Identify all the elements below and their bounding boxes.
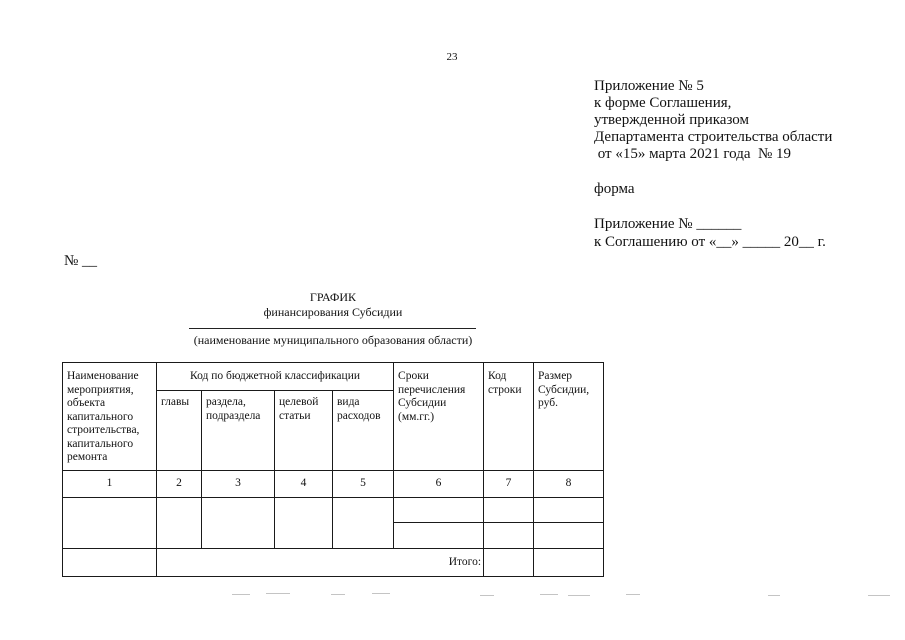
appendix-department-line: Департамента строительства области — [594, 129, 833, 145]
scan-noise-mark — [626, 594, 640, 595]
scan-noise-mark — [331, 594, 345, 595]
column-number: 5 — [333, 471, 394, 498]
cell-transfer-term — [394, 523, 484, 549]
column-number-row — [63, 471, 604, 498]
page-number: 23 — [446, 51, 458, 63]
municipality-name-underline — [189, 328, 476, 329]
header-transfer-terms: Сроки перечисления Субсидии (мм.гг.) — [394, 363, 484, 471]
document-number: № __ — [64, 253, 98, 269]
scan-noise-mark — [868, 595, 890, 596]
cell-total-amount — [534, 549, 604, 577]
scan-noise-mark — [232, 594, 250, 595]
cell-code-chief — [157, 498, 202, 549]
agreement-appendix-block — [594, 215, 826, 251]
header-row-code: Код строки — [484, 363, 534, 471]
agreement-date-line: к Соглашению от «__» _____ 20__ г. — [594, 234, 826, 250]
scan-noise-mark — [480, 595, 494, 596]
cell-code-section — [202, 498, 275, 549]
column-number: 4 — [275, 471, 333, 498]
appendix-header — [594, 78, 832, 163]
cell-code-target — [275, 498, 333, 549]
table-header-row — [63, 363, 604, 391]
municipality-caption: (наименование муниципального образования области) — [193, 333, 473, 347]
appendix-approved-line: утвержденной приказом — [594, 112, 750, 128]
form-label: форма — [594, 181, 635, 197]
appendix-form-reference-line: к форме Соглашения, — [594, 95, 732, 111]
header-subsidy-amount: Размер Субсидии, руб. — [534, 363, 604, 471]
column-number: 1 — [63, 471, 157, 498]
appendix-title-line: Приложение № 5 — [594, 78, 704, 94]
scan-noise-mark — [266, 593, 290, 594]
cell-subsidy-amount — [534, 523, 604, 549]
document-subtitle: финансирования Субсидии — [263, 305, 403, 319]
agreement-appendix-number: Приложение № ______ — [594, 216, 742, 232]
scan-noise-mark — [372, 593, 390, 594]
header-code-section: раздела, подраздела — [202, 391, 275, 471]
document-title: ГРАФИК — [309, 290, 357, 304]
cell-transfer-term — [394, 498, 484, 523]
scan-noise-mark — [768, 595, 780, 596]
cell-code-expense-type — [333, 498, 394, 549]
table-row — [63, 498, 604, 523]
cell-subsidy-amount — [534, 498, 604, 523]
column-number: 3 — [202, 471, 275, 498]
column-number: 7 — [484, 471, 534, 498]
cell-total-row-code — [484, 549, 534, 577]
column-number: 6 — [394, 471, 484, 498]
cell-event-name — [63, 498, 157, 549]
header-event-name: Наименование мероприятия, объекта капитального строительства, капитального ремонта — [63, 363, 157, 471]
appendix-order-date-line: от «15» марта 2021 года № 19 — [594, 146, 792, 162]
header-code-expense-type: вида расходов — [333, 391, 394, 471]
scan-noise-mark — [568, 595, 590, 596]
scan-noise-mark — [540, 594, 558, 595]
title-block — [183, 290, 483, 320]
header-code-target: целевой статьи — [275, 391, 333, 471]
cell-total-blank — [63, 549, 157, 577]
column-number: 2 — [157, 471, 202, 498]
cell-row-code — [484, 523, 534, 549]
total-label: Итого: — [157, 549, 484, 577]
total-row — [63, 549, 604, 577]
header-code-chief: главы — [157, 391, 202, 471]
header-budget-classification-code: Код по бюджетной классификации — [157, 363, 394, 391]
cell-row-code — [484, 498, 534, 523]
column-number: 8 — [534, 471, 604, 498]
financing-schedule-table — [62, 362, 604, 577]
